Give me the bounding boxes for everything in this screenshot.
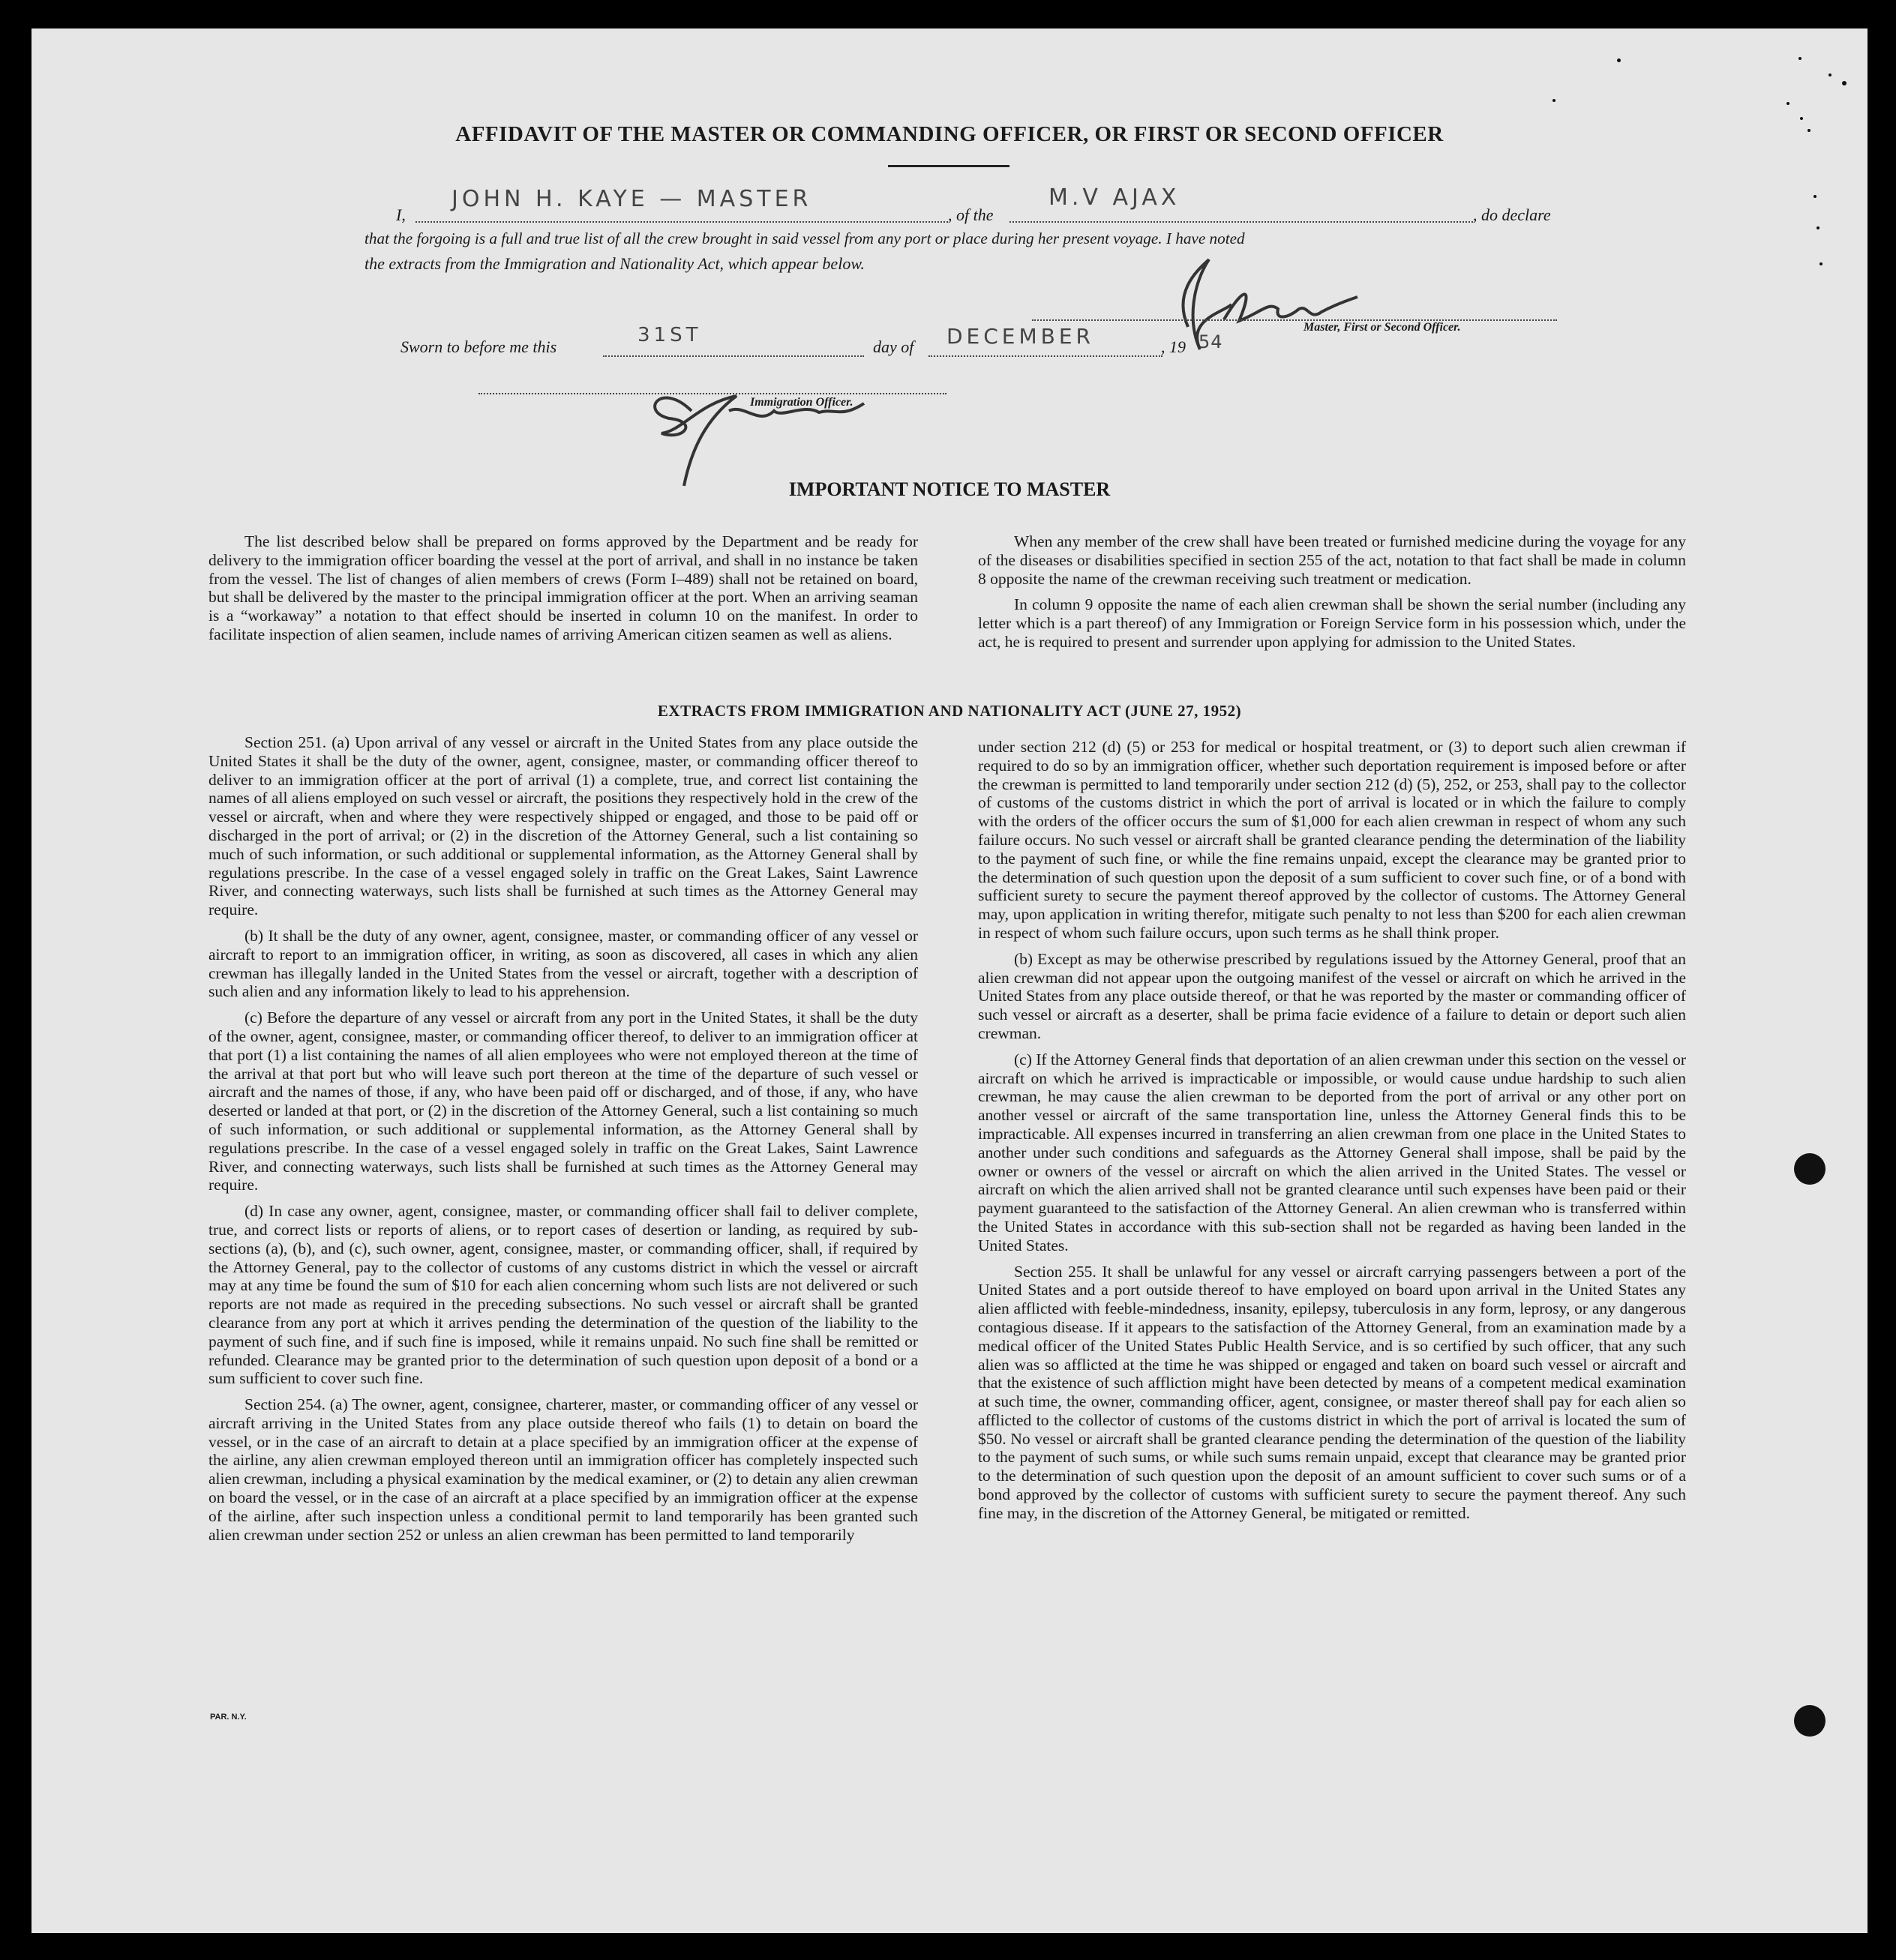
notice-right-paragraph-1: When any member of the crew shall have been treated or furnished medicine during the voyage for any of the diseases or disabilities specified in section 255 of the act, notation to that fact shall be made in column 8 opposite the name of the crewman receiving such treatment or medication. xyxy=(978,532,1686,588)
sworn-month-line xyxy=(928,355,1162,357)
act-paragraph: (d) In case any owner, agent, consignee, master, or commanding officer shall fail to deliver complete, true, and correct lists or reports of aliens, or to report cases of desertion or landing, as required by sub-sections (a), (b), and (c), such owner, agent, consignee, master, or commanding officer, shall, if required by the Attorney General, pay to the collector of customs of any customs district in which the vessel or aircraft may at any time be found the sum of $10 for each alien concerning whom such lists are not delivered or such reports are not made as required in the preceding subsections. No such vessel or aircraft shall be granted clearance from any port at which it arrives pending the determination of the question of the liability to the payment of such fine, and if such fine is imposed, while it remains unpaid. No such fine shall be remitted or refunded. Clearance may be granted prior to the determination of such question upon deposit of a bond or a sum sufficient to cover such fine. xyxy=(208,1202,918,1388)
of-the-text: , of the xyxy=(948,205,994,224)
speck xyxy=(1820,262,1822,265)
document-page xyxy=(32,28,1868,1933)
speck xyxy=(1800,117,1803,120)
notice-left-column xyxy=(208,532,918,652)
extracts-left-column xyxy=(208,733,918,1551)
officer-signature xyxy=(616,358,902,493)
notice-title: IMPORTANT NOTICE TO MASTER xyxy=(788,478,1111,500)
master-signature xyxy=(1119,237,1389,372)
speck xyxy=(1816,226,1820,229)
affidavit-title: AFFIDAVIT OF THE MASTER OR COMMANDING OFFICER, OR FIRST OR SECOND OFFICER xyxy=(455,122,1444,146)
vessel-name: M.V AJAX xyxy=(1048,184,1180,211)
act-paragraph: under section 212 (d) (5) or 253 for medical or hospital treatment, or (3) to deport such alien crewman if required to do so by an immigration officer, whether such deportation requirement is imposed before or after the crewman is permitted to land temporarily under section 212 (d) (5), 252, or 253, shall pay to the collector of customs of the customs district in which the port of arrival is located or in which the failure to comply with the orders of the officer occurs the sum of $1,000 for each alien crewman in respect of whom any such failure occurs. No such vessel or aircraft shall be granted clearance pending the determination of the liability to the payment of such fine, or while the fine remains unpaid, except the clearance may be granted prior to the determination of such question upon the deposit of a sum sufficient to cover such fine, or of a bond with sufficient surety to secure the payment thereof approved by the collector of customs. The Attorney General may, upon application in writing therefor, mitigate such penalty to not less than $200 for each alien crewman in respect of whom such failure occurs, upon such terms as he shall think proper. xyxy=(978,738,1686,942)
speck xyxy=(1842,81,1846,85)
officer-signature-line xyxy=(478,393,946,394)
punch-hole xyxy=(1794,1705,1826,1737)
year-prefix: , 19 xyxy=(1161,337,1186,356)
declaration-line-3: the extracts from the Immigration and Nationality Act, which appear below. xyxy=(364,254,865,273)
sworn-year: 54 xyxy=(1198,331,1223,352)
extracts-right-column xyxy=(978,738,1686,1530)
master-name-line xyxy=(416,221,948,223)
speck xyxy=(1828,73,1832,76)
master-signature-line xyxy=(1032,319,1557,321)
act-paragraph: (b) Except as may be otherwise prescribed by regulations issued by the Attorney General, proof that an alien crewman did not appear upon the outgoing manifest of the vessel or aircraft on which he arrived in the United States from any place outside thereof, or that he was reported by the master or commanding officer of such vessel or aircraft as a deserter, shall be prima facie evidence of a failure to detain or deport such alien crewman. xyxy=(978,949,1686,1042)
notice-right-column xyxy=(978,532,1686,659)
printer-mark: PAR. N.Y. xyxy=(210,1713,247,1722)
declaration-line-2: that the forgoing is a full and true list of all the crew brought in said vessel from any port or place during her present voyage. I have noted xyxy=(364,229,1245,247)
master-caption: Master, First or Second Officer. xyxy=(1304,321,1461,334)
sworn-day: 31ST xyxy=(638,324,702,346)
act-paragraph: Section 254. (a) The owner, agent, consignee, charterer, master, or commanding officer of any vessel or aircraft arriving in the United States from any place outside thereof who fails (1) to detain on board the vessel, or in the case of an aircraft to detain at a place specified by an immigration officer at the expense of the airline, any alien crewman employed thereon until an immigration officer has completely inspected such alien crewman, including a physical examination by the medical examiner, or (2) to detain any alien crewman on board the vessel, or in the case of an aircraft at a place specified by an immigration officer at the expense of the airline, after such inspection unless a conditional permit to land temporarily has been granted such alien crewman under section 252 or unless an alien crewman has been permitted to land temporarily xyxy=(208,1395,918,1544)
notice-left-paragraph: The list described below shall be prepared on forms approved by the Department and be ready for delivery to the immigration officer boarding the vessel at the port of arrival, and shall in no instance be taken from the vessel. The list of changes of alien members of crews (Form I–489) shall not be retained on board, but shall be delivered by the master to the principal immigration officer at the port. When an arriving seaman is a “workaway” a notation to that effect should be inserted in column 10 on the manifest. In order to facilitate inspection of alien seamen, include names of arriving American citizen seamen as well as aliens. xyxy=(208,532,918,643)
act-paragraph: Section 255. It shall be unlawful for any vessel or aircraft carrying passengers between a port of the United States and a port outside thereof to have employed on board upon arrival in the United States any alien afflicted with feeble-mindedness, insanity, epilepsy, tuberculosis in any form, leprosy, or any dangerous contagious disease. If it appears to the satisfaction of the Attorney General, from an examination made by a medical officer of the United States Public Health Service, and is so certified by such officer, that any such alien was so afflicted at the time he was shipped or engaged and taken on board such vessel or aircraft and that the existence of such affliction might have been detected by means of a competent medical examination at such time, the owner, commanding officer, agent, consignee, or master thereof shall pay for each alien so afflicted to the collector of customs of the customs district in which the port of arrival is located the sum of $50. No vessel or aircraft shall be granted clearance pending the determination of the question of the liability to the payment of such sums, or while such sums remain unpaid, except that clearance may be granted prior to the determination of such question upon the deposit of an amount sufficient to cover such sums or of a bond approved by the collector of customs with sufficient surety to secure the payment thereof. Any such fine may, in the discretion of the Attorney General, be mitigated or remitted. xyxy=(978,1262,1686,1522)
act-paragraph: (c) Before the departure of any vessel or aircraft from any port in the United States, it shall be the duty of the owner, agent, consignee, master, or commanding officer thereof, to deliver to an immigration officer at that port (1) a list containing the names of all alien employees who were not employed thereon at the time of the arrival at that port but who will leave such port thereon at the time of the departure of such vessel or aircraft and the names of those, if any, who have been paid off or discharged, and of those, if any, who have deserted or landed at that port, or (2) in the discretion of the Attorney General, such a list containing so much of such information, or such additional or supplemental information, as the Attorney General shall by regulations prescribe. In the case of a vessel engaged solely in traffic on the Great Lakes, Saint Lawrence River, and connecting waterways, such lists shall be furnished at such times as the Attorney General may require. xyxy=(208,1008,918,1194)
declaration-prefix: I, xyxy=(396,205,406,224)
speck xyxy=(1552,99,1556,102)
notice-right-paragraph-2: In column 9 opposite the name of each alien crewman shall be shown the serial number (including any letter which is a part thereof) of any Immigration or Foreign Service form in his possession which, under the act, he is required to present and surrender upon applying for admission to the United States. xyxy=(978,595,1686,651)
officer-caption: Immigration Officer. xyxy=(750,396,854,409)
day-of-text: day of xyxy=(873,337,914,356)
do-declare-text: , do declare xyxy=(1473,205,1551,224)
sworn-month: DECEMBER xyxy=(946,324,1095,349)
act-paragraph: (c) If the Attorney General finds that deportation of an alien crewman under this section on the vessel or aircraft on which he arrived is impracticable or impossible, or would cause undue hardship to such alien crewman, he may cause the alien crewman to be deported from the port of arrival or any other port on another vessel or aircraft of the same transportation line, unless the Attorney General finds this to be impracticable. All expenses incurred in transferring an alien crewman from one place in the United States to another under such conditions and safeguards as the Attorney General shall impose, shall be paid by the owner or owners of the vessel or aircraft on which the alien arrived in the United States. The vessel or aircraft on which the alien arrived shall not be granted clearance until such expenses have been paid or their payment guaranteed to the satisfaction of the Attorney General. An alien crewman who is transferred within the United States in accordance with this sub-section shall not be regarded as having been landed in the United States. xyxy=(978,1050,1686,1254)
title-underline xyxy=(888,165,1010,167)
sworn-day-line xyxy=(603,355,864,357)
speck xyxy=(1808,129,1810,132)
speck xyxy=(1814,195,1816,198)
master-name: JOHN H. KAYE — MASTER xyxy=(452,186,812,212)
extracts-title: EXTRACTS FROM IMMIGRATION AND NATIONALITY ACT (JUNE 27, 1952) xyxy=(657,702,1242,720)
act-paragraph: (b) It shall be the duty of any owner, agent, consignee, master, or commanding officer of any vessel or aircraft to report to an immigration officer, in writing, as soon as discovered, all cases in which any alien crewman has illegally landed in the United States from the vessel or aircraft, together with a description of such alien and any information likely to lead to his apprehension. xyxy=(208,926,918,1001)
speck xyxy=(1798,57,1802,60)
speck xyxy=(1617,58,1621,62)
speck xyxy=(1786,102,1790,105)
punch-hole xyxy=(1794,1153,1826,1185)
act-paragraph: Section 251. (a) Upon arrival of any vessel or aircraft in the United States from any place outside the United States it shall be the duty of the owner, agent, consignee, master, or commanding officer thereof to deliver to an immigration officer at the port of arrival (1) a complete, true, and correct list containing the names of all aliens employed on such vessel or aircraft, the positions they respectively hold in the crew of the vessel or aircraft, when and where they were respectively shipped or engaged, and those to be paid off or discharged in the port of arrival; or (2) in the discretion of the Attorney General, such a list containing so much of such information, or such additional or supplemental information, as the Attorney General shall by regulations prescribe. In the case of a vessel engaged solely in traffic on the Great Lakes, Saint Lawrence River, and connecting waterways, such lists shall be furnished at such times as the Attorney General may require. xyxy=(208,733,918,919)
vessel-line xyxy=(1010,221,1473,223)
sworn-prefix: Sworn to before me this xyxy=(400,337,557,356)
